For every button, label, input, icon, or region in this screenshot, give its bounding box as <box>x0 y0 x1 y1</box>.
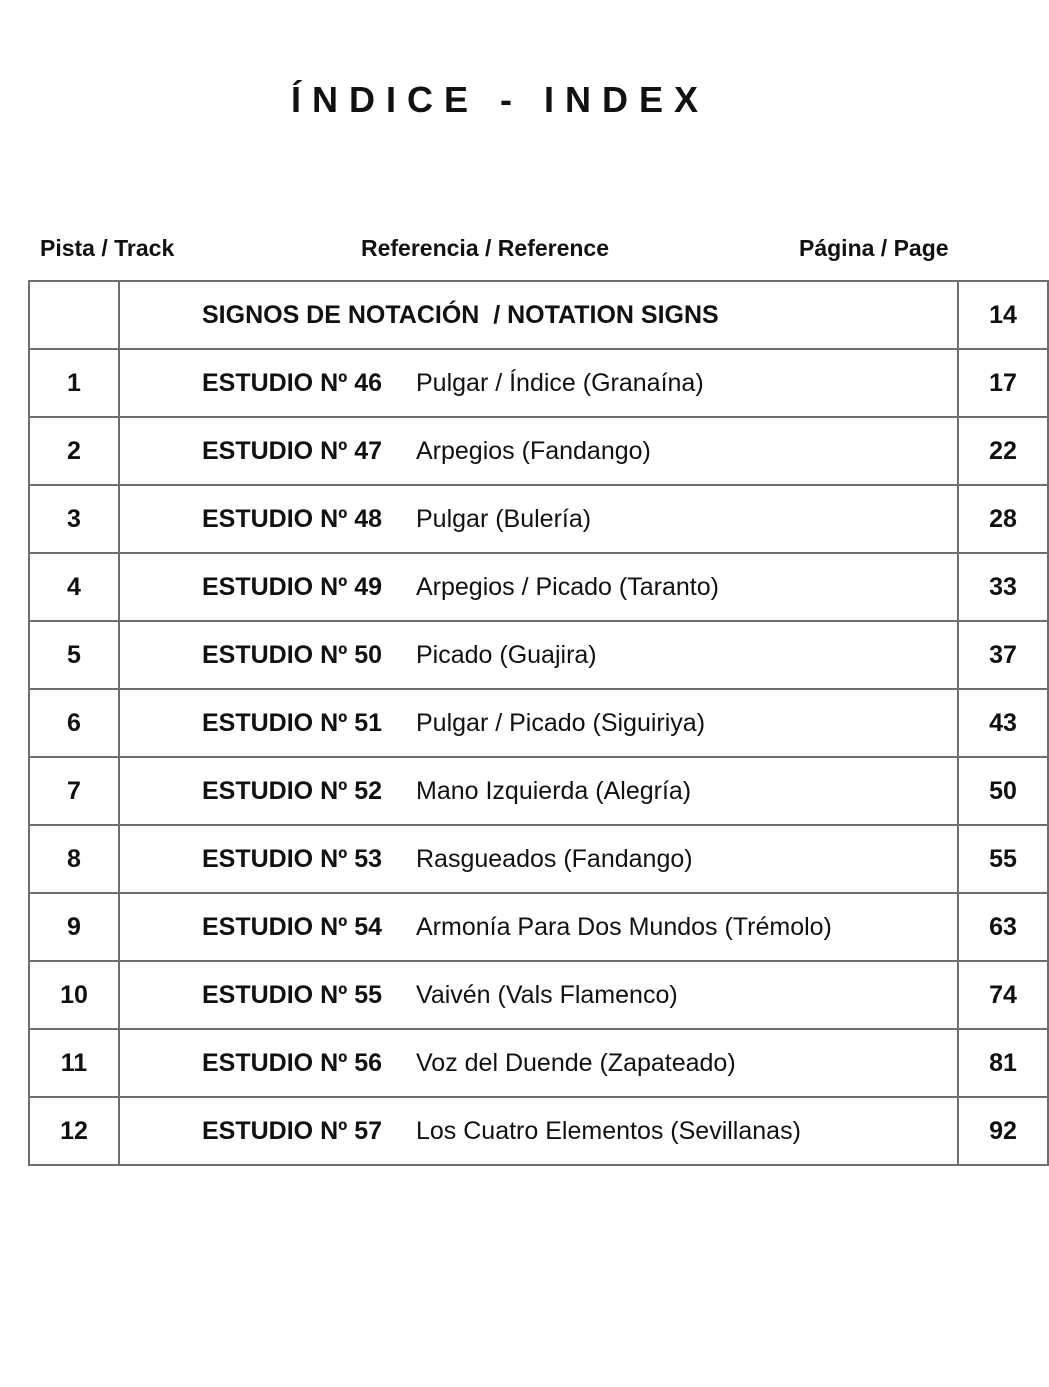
table-row <box>29 349 1048 417</box>
study-title: Pulgar / Picado (Siguiriya) <box>416 709 706 737</box>
table-row <box>29 621 1048 689</box>
table-row <box>29 553 1048 621</box>
column-header-reference: Referencia / Reference <box>361 235 610 261</box>
track-cell: 11 <box>29 1029 119 1097</box>
study-number: ESTUDIO Nº 46 <box>202 369 383 397</box>
page-cell: 37 <box>958 621 1048 689</box>
study-title: Mano Izquierda (Alegría) <box>416 777 692 805</box>
table-row <box>29 961 1048 1029</box>
study-number: ESTUDIO Nº 48 <box>202 505 383 533</box>
study-title: Los Cuatro Elementos (Sevillanas) <box>416 1117 801 1145</box>
page-title: ÍNDICE - INDEX <box>290 79 710 120</box>
column-header-track: Pista / Track <box>40 235 175 261</box>
study-title: Armonía Para Dos Mundos (Trémolo) <box>416 913 832 941</box>
study-number: ESTUDIO Nº 56 <box>202 1049 383 1077</box>
notation-signs-label: SIGNOS DE NOTACIÓN / NOTATION SIGNS <box>202 301 719 329</box>
track-cell: 5 <box>29 621 119 689</box>
reference-cell <box>119 689 958 757</box>
reference-cell <box>119 621 958 689</box>
track-cell: 10 <box>29 961 119 1029</box>
page-cell: 43 <box>958 689 1048 757</box>
reference-cell <box>119 1097 958 1165</box>
reference-cell <box>119 961 958 1029</box>
page-cell: 92 <box>958 1097 1048 1165</box>
track-cell: 6 <box>29 689 119 757</box>
track-cell: 7 <box>29 757 119 825</box>
study-title: Voz del Duende (Zapateado) <box>416 1049 736 1077</box>
reference-cell <box>119 281 958 349</box>
study-title: Picado (Guajira) <box>416 641 597 669</box>
page-cell: 55 <box>958 825 1048 893</box>
track-cell <box>29 281 119 349</box>
table-row <box>29 417 1048 485</box>
study-number: ESTUDIO Nº 57 <box>202 1117 383 1145</box>
page-cell: 28 <box>958 485 1048 553</box>
track-cell: 4 <box>29 553 119 621</box>
study-title: Pulgar (Bulería) <box>416 505 592 533</box>
column-header-page: Página / Page <box>799 235 949 261</box>
study-number: ESTUDIO Nº 54 <box>202 913 383 941</box>
track-cell: 9 <box>29 893 119 961</box>
page-cell: 14 <box>958 281 1048 349</box>
table-row <box>29 825 1048 893</box>
study-title: Pulgar / Índice (Granaína) <box>416 369 704 397</box>
track-cell: 8 <box>29 825 119 893</box>
reference-cell <box>119 349 958 417</box>
table-row <box>29 485 1048 553</box>
reference-cell <box>119 893 958 961</box>
table-row <box>29 689 1048 757</box>
table-row-notation-signs <box>29 281 1048 349</box>
reference-cell <box>119 757 958 825</box>
track-cell: 12 <box>29 1097 119 1165</box>
study-number: ESTUDIO Nº 51 <box>202 709 383 737</box>
study-number: ESTUDIO Nº 49 <box>202 573 383 601</box>
table-row <box>29 757 1048 825</box>
page-cell: 74 <box>958 961 1048 1029</box>
study-number: ESTUDIO Nº 52 <box>202 777 383 805</box>
study-number: ESTUDIO Nº 50 <box>202 641 383 669</box>
page-cell: 33 <box>958 553 1048 621</box>
reference-cell <box>119 553 958 621</box>
study-number: ESTUDIO Nº 47 <box>202 437 383 465</box>
page-cell: 17 <box>958 349 1048 417</box>
reference-cell <box>119 1029 958 1097</box>
table-row <box>29 893 1048 961</box>
study-title: Rasgueados (Fandango) <box>416 845 693 873</box>
study-title: Arpegios / Picado (Taranto) <box>416 573 719 601</box>
page-cell: 81 <box>958 1029 1048 1097</box>
page-cell: 63 <box>958 893 1048 961</box>
index-table-body <box>29 281 1048 1165</box>
study-number: ESTUDIO Nº 55 <box>202 981 383 1009</box>
track-cell: 3 <box>29 485 119 553</box>
reference-cell <box>119 825 958 893</box>
table-row <box>29 1029 1048 1097</box>
track-cell: 2 <box>29 417 119 485</box>
study-number: ESTUDIO Nº 53 <box>202 845 383 873</box>
reference-cell <box>119 417 958 485</box>
track-cell: 1 <box>29 349 119 417</box>
study-title: Vaivén (Vals Flamenco) <box>416 981 678 1009</box>
page-cell: 22 <box>958 417 1048 485</box>
page-cell: 50 <box>958 757 1048 825</box>
index-table <box>28 280 1049 1166</box>
table-row <box>29 1097 1048 1165</box>
reference-cell <box>119 485 958 553</box>
study-title: Arpegios (Fandango) <box>416 437 651 465</box>
